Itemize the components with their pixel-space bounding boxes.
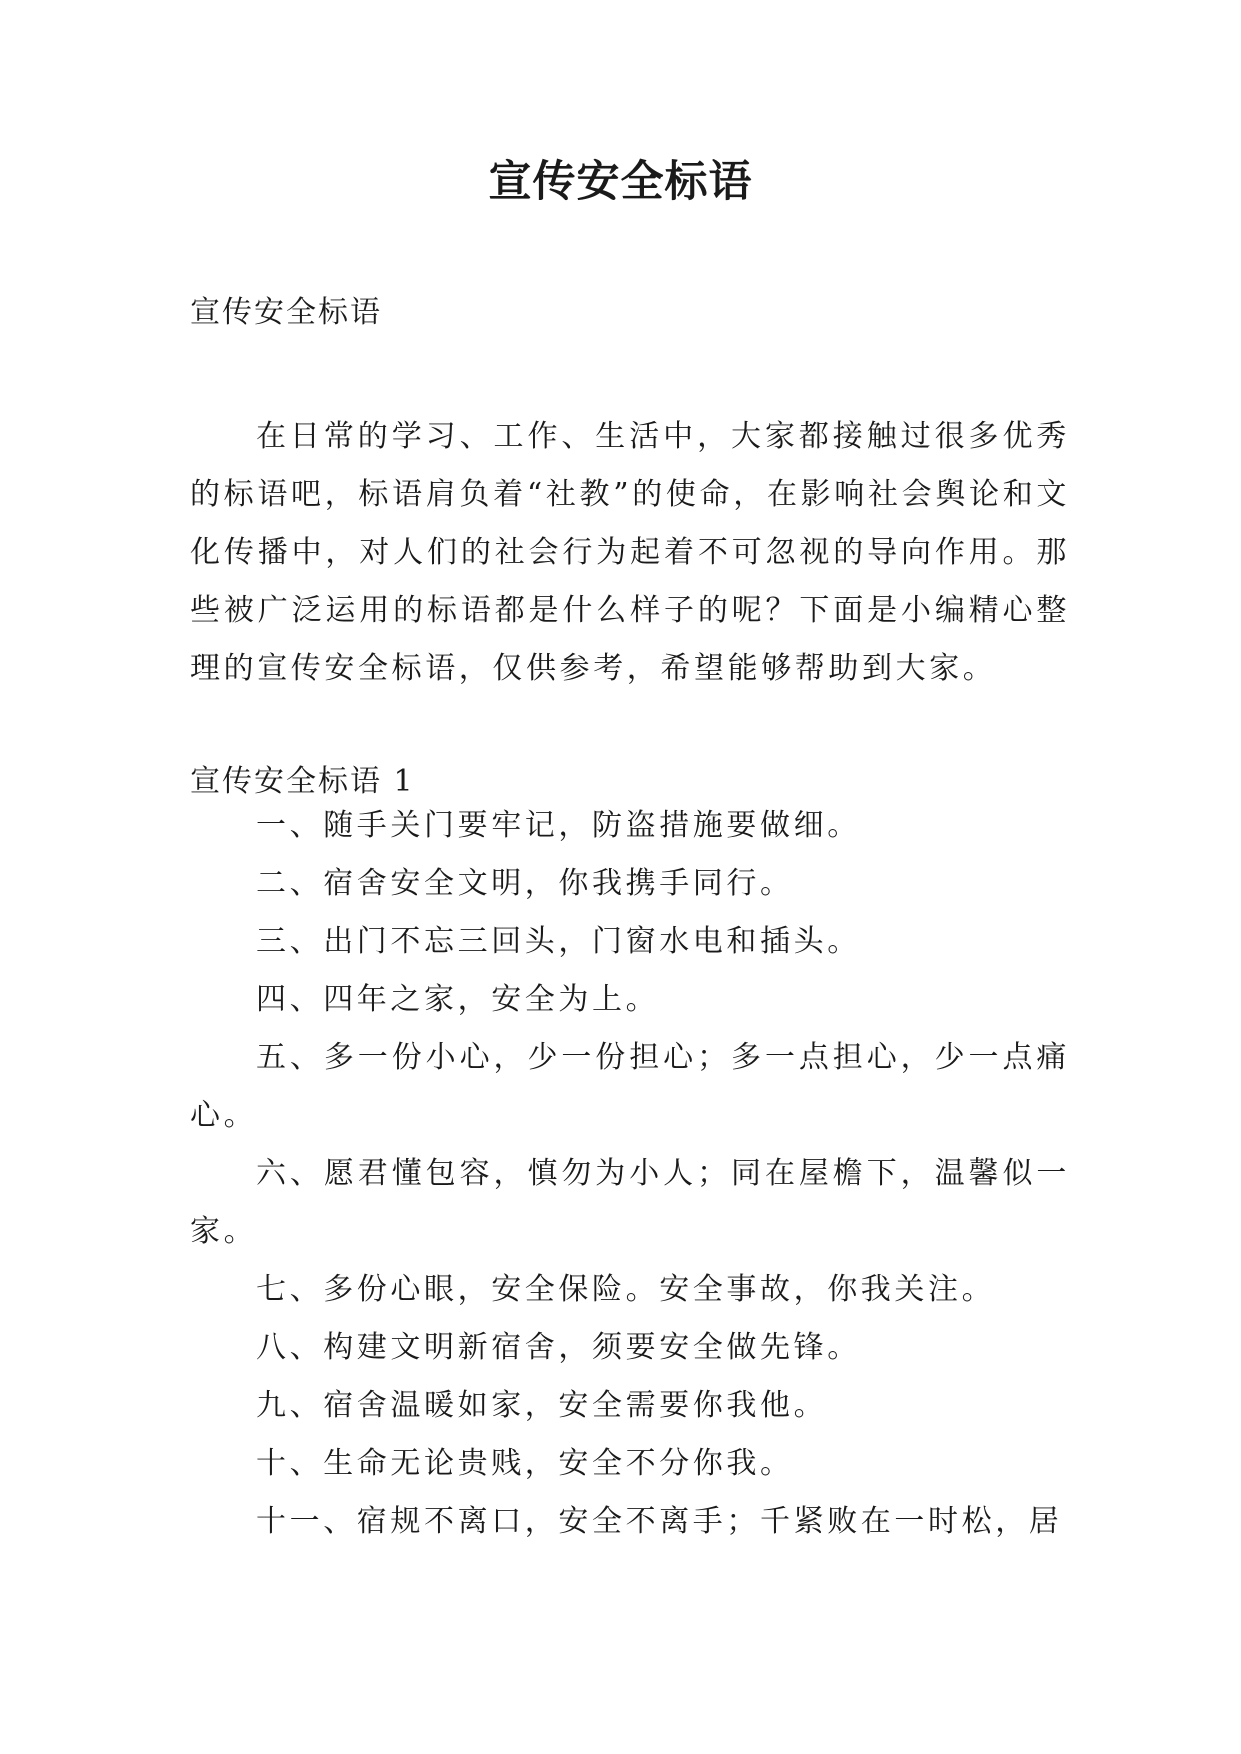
slogan-item-7: 七、多份心眼，安全保险。安全事故，你我关注。	[256, 1272, 996, 1307]
slogan-item-4: 四、四年之家，安全为上。	[256, 982, 660, 1017]
slogan-item-10: 十、生命无论贵贱，安全不分你我。	[256, 1446, 794, 1481]
slogan-item-6: 六、愿君懂包容，慎勿为小人；同在屋檐下，温馨似一家。	[190, 1156, 1070, 1249]
slogan-item-5: 五、多一份小心，少一份担心；多一点担心，少一点痛心。	[190, 1040, 1070, 1133]
slogan-item-3: 三、出门不忘三回头，门窗水电和插头。	[256, 924, 861, 959]
document-title: 宣传安全标语	[488, 157, 753, 207]
slogan-item-8: 八、构建文明新宿舍，须要安全做先锋。	[256, 1330, 861, 1365]
intro-paragraph: 在日常的学习、工作、生活中，大家都接触过很多优秀的标语吧，标语肩负着“社教”的使命，在影响社会舆论和文化传播中，对人们的社会行为起着不可忽视的导向作用。那些被广泛运用的标语都是什么样子的呢？下面是小编精心整理的宣传安全标语，仅供参考，希望能够帮助到大家。	[190, 419, 1070, 686]
slogan-item-1: 一、随手关门要牢记，防盗措施要做细。	[256, 808, 861, 843]
slogan-item-11: 十一、宿规不离口，安全不离手；千紧败在一时松，居	[256, 1504, 1063, 1539]
document-subtitle: 宣传安全标语	[190, 295, 382, 330]
slogan-item-2: 二、宿舍安全文明，你我携手同行。	[256, 866, 794, 901]
section-heading: 宣传安全标语 1	[190, 764, 415, 799]
slogan-item-9: 九、宿舍温暖如家，安全需要你我他。	[256, 1388, 828, 1423]
slogan-list	[190, 797, 1070, 1551]
